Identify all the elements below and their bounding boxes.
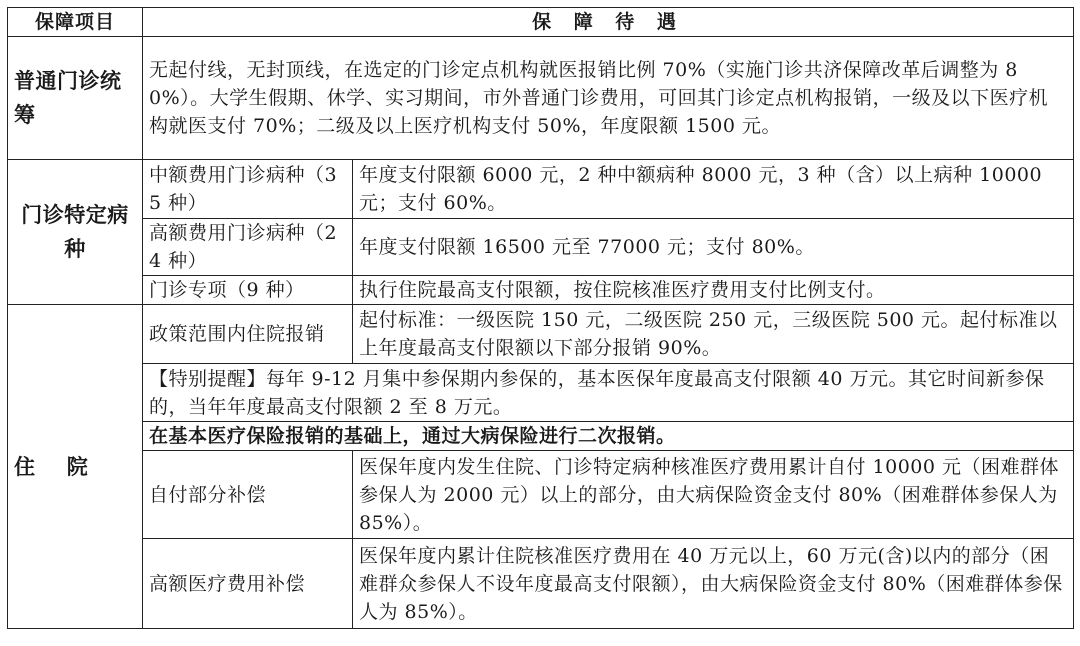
- self-pay-name: 自付部分补偿: [143, 451, 353, 539]
- table-row: [8, 539, 1074, 629]
- high-cost-text: 医保年度内累计住院核准医疗费用在 40 万元以上，60 万元(含)以内的部分（困难群众参保人不设年度最高支付限额），由大病保险资金支付 80%（困难群体参保人为 85%）。: [353, 539, 1074, 629]
- table-row: [8, 364, 1074, 422]
- outpatient-pooling-category: 普通门诊统筹: [8, 37, 143, 160]
- special-disease-text: 年度支付限额 6000 元，2 种中额病种 8000 元，3 种（含）以上病种 10000 元；支付 60%。: [353, 160, 1074, 219]
- special-disease-name: 高额费用门诊病种（24 种）: [143, 219, 353, 276]
- table-row: [8, 276, 1074, 305]
- inpatient-category: 住 院: [8, 305, 143, 629]
- inpatient-policy-name: 政策范围内住院报销: [143, 305, 353, 364]
- high-cost-name: 高额医疗费用补偿: [143, 539, 353, 629]
- table-header-row: [8, 8, 1074, 37]
- header-item-label: 保障项目: [8, 8, 143, 37]
- self-pay-text: 医保年度内发生住院、门诊特定病种核准医疗费用累计自付 10000 元（困难群体参保人为 2000 元）以上的部分，由大病保险资金支付 80%（困难群体参保人为 85%）。: [353, 451, 1074, 539]
- table-row: [8, 451, 1074, 539]
- header-benefit-label: 保 障 待 遇: [143, 8, 1074, 37]
- special-disease-text: 执行住院最高支付限额，按住院核准医疗费用支付比例支付。: [353, 276, 1074, 305]
- special-disease-category: 门诊特定病种: [8, 160, 143, 305]
- special-reminder: 【特别提醒】每年 9-12 月集中参保期内参保的，基本医保年度最高支付限额 40 万元。其它时间新参保的，当年年度最高支付限额 2 至 8 万元。: [143, 364, 1074, 422]
- table-row: [8, 160, 1074, 219]
- benefits-table: [7, 7, 1074, 629]
- table-row: [8, 422, 1074, 451]
- critical-illness-note: 在基本医疗保险报销的基础上，通过大病保险进行二次报销。: [143, 422, 1074, 451]
- table-row: [8, 305, 1074, 364]
- table-row: [8, 219, 1074, 276]
- outpatient-pooling-row: [8, 37, 1074, 160]
- special-disease-name: 门诊专项（9 种）: [143, 276, 353, 305]
- special-disease-text: 年度支付限额 16500 元至 77000 元；支付 80%。: [353, 219, 1074, 276]
- inpatient-policy-text: 起付标准：一级医院 150 元，二级医院 250 元，三级医院 500 元。起付标准以上年度最高支付限额以下部分报销 90%。: [353, 305, 1074, 364]
- special-disease-name: 中额费用门诊病种（35 种）: [143, 160, 353, 219]
- outpatient-pooling-text: 无起付线，无封顶线，在选定的门诊定点机构就医报销比例 70%（实施门诊共济保障改革后调整为 80%）。大学生假期、休学、实习期间，市外普通门诊费用，可回其门诊定点机构报销，一级及以下医疗机构就医支付 70%；二级及以上医疗机构支付 50%，年度限额 1500 元。: [143, 37, 1074, 160]
